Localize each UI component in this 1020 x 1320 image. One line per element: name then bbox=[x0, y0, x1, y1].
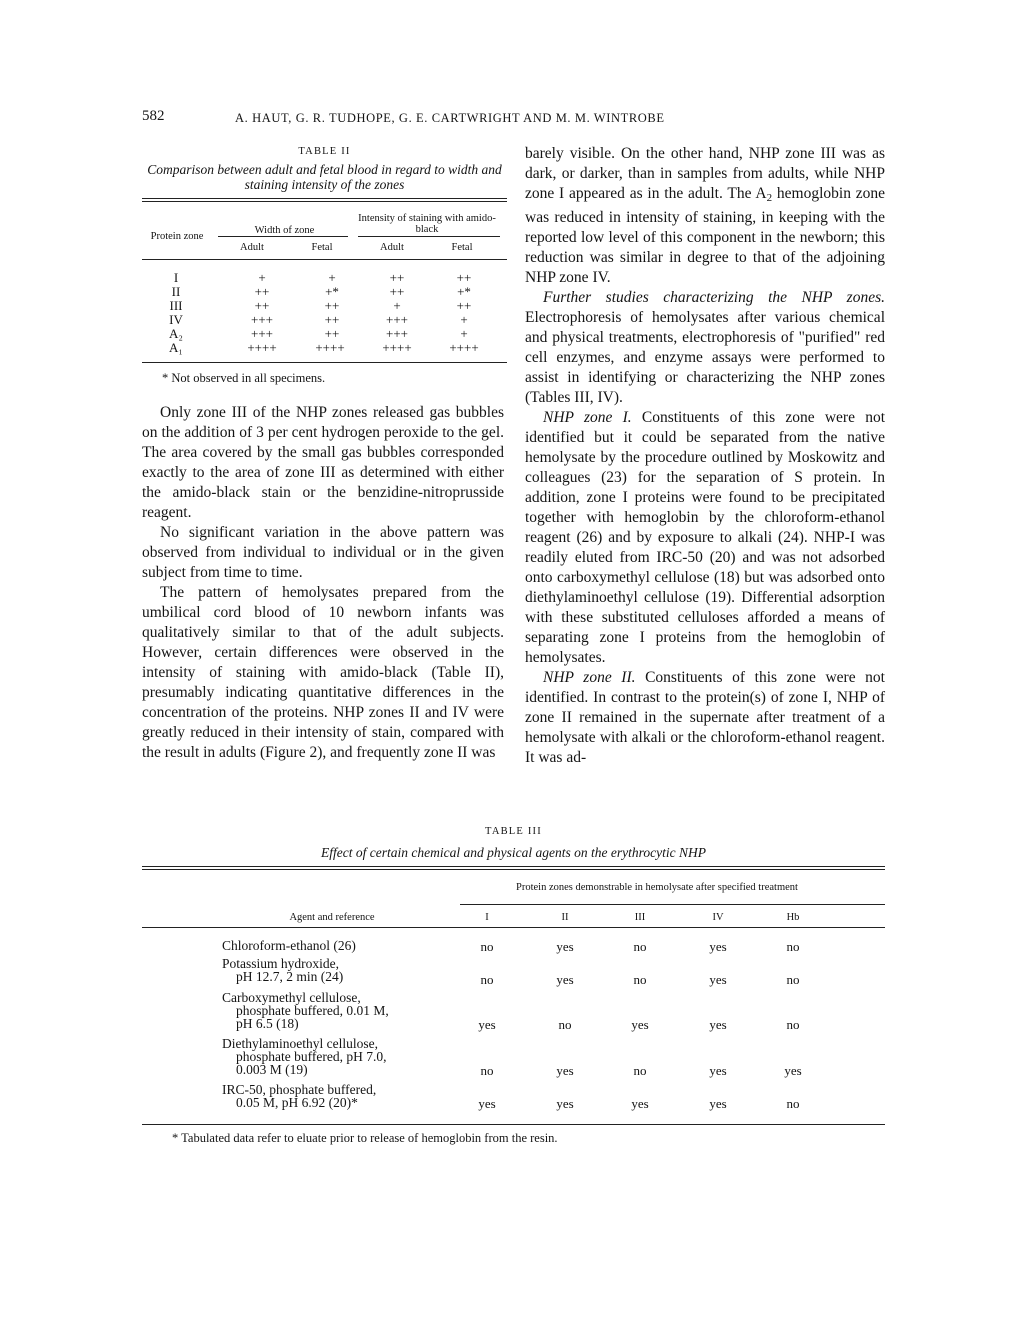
table2-cell: ++++ bbox=[315, 340, 345, 355]
table3-agent bbox=[222, 957, 457, 983]
table2-bottom-rule bbox=[142, 362, 507, 363]
table3-header-agent: Agent and reference bbox=[289, 912, 375, 923]
table2-cell: +++ bbox=[251, 326, 273, 341]
table2-cell: +++ bbox=[251, 312, 273, 327]
table2-header-intensity-fetal: Fetal bbox=[451, 242, 473, 253]
table3-header-zone: II bbox=[561, 912, 569, 923]
table3-cell: yes bbox=[631, 1096, 649, 1111]
table2-header-width-adult: Adult bbox=[240, 242, 264, 253]
table3-cell: no bbox=[480, 972, 494, 987]
table3-bottom-rule bbox=[142, 1124, 885, 1125]
subscript: 2 bbox=[766, 192, 773, 204]
table2-cell: ++ bbox=[389, 270, 405, 285]
table3-cell: no bbox=[786, 1017, 800, 1032]
table2-width-subrule bbox=[218, 236, 348, 237]
table2-cell: +* bbox=[325, 284, 339, 299]
table2-row-zone: IV bbox=[169, 312, 183, 327]
paragraph: Only zone III of the NHP zones released gas bubbles on the addition of 3 per cent hydrogen peroxide to the gel. The area covered by the small gas bubbles corresponded exactly to the area of zone III as determined with either the amido-black stain or the benzidine-nitroprusside reagent. bbox=[142, 404, 504, 521]
table2-cell: ++ bbox=[324, 312, 340, 327]
table3-footnote: * Tabulated data refer to eluate prior to release of hemoglobin from the resin. bbox=[172, 1131, 558, 1145]
table3-cell: yes bbox=[709, 939, 727, 954]
table2-cell: ++ bbox=[456, 270, 472, 285]
table3-agent bbox=[222, 939, 457, 952]
table2-cell: ++++ bbox=[247, 340, 277, 355]
agent-line: phosphate buffered, pH 7.0, bbox=[236, 1049, 387, 1064]
paragraph: No significant variation in the above pattern was observed from individual to individual or in the given subject from time to time. bbox=[142, 524, 504, 581]
table3-top-rule-2 bbox=[142, 869, 885, 870]
table2-cell: ++ bbox=[389, 284, 405, 299]
table2-header-intensity: Intensity of staining with amido-black bbox=[358, 213, 496, 235]
table3-header-zone: I bbox=[485, 912, 489, 923]
table2-cell: ++ bbox=[324, 298, 340, 313]
table3-agent bbox=[222, 1083, 457, 1109]
table3-header-zone: Hb bbox=[786, 912, 800, 923]
running-head: A. HAUT, G. R. TUDHOPE, G. E. CARTWRIGHT AND M. M. WINTROBE bbox=[235, 111, 665, 125]
table3 bbox=[142, 866, 885, 1132]
table3-cell: yes bbox=[556, 939, 574, 954]
table2-footnote: * Not observed in all specimens. bbox=[162, 371, 326, 385]
table2-cell: ++++ bbox=[449, 340, 479, 355]
table3-header-group: Protein zones demonstrable in hemolysate after specified treatment bbox=[516, 882, 798, 893]
agent-line: pH 12.7, 2 min (24) bbox=[236, 969, 344, 984]
table2-intensity-subrule bbox=[358, 236, 500, 237]
table3-cell: yes bbox=[709, 1096, 727, 1111]
agent-line: Chloroform-ethanol (26) bbox=[222, 938, 356, 953]
table3-cell: no bbox=[633, 939, 647, 954]
table3-agent bbox=[222, 1037, 457, 1076]
paragraph bbox=[525, 144, 885, 288]
left-column bbox=[142, 403, 504, 763]
table3-cell: no bbox=[786, 939, 800, 954]
table3-cell: yes bbox=[556, 1096, 574, 1111]
table3-header-zone: IV bbox=[712, 912, 724, 923]
table2-header-width-fetal: Fetal bbox=[311, 242, 333, 253]
table3-header-rule bbox=[142, 927, 885, 928]
table2-header-protein-zone: Protein zone bbox=[150, 231, 204, 242]
table2-label: TABLE II bbox=[298, 146, 351, 157]
section-heading: Further studies characterizing the NHP zones. bbox=[543, 289, 885, 306]
table3-cell: yes bbox=[556, 972, 574, 987]
table2-cell: + bbox=[393, 298, 401, 313]
table3-cell: yes bbox=[709, 1063, 727, 1078]
table2-cell: ++ bbox=[254, 298, 270, 313]
paragraph-text: Constituents of this zone were not identified but it could be separated from the native hemolysate by the procedure outlined by Moskowitz and colleagues (23) for the separation of S protein. In addition, zone I proteins were found to be precipitated together with hemoglobin by the chloroform-ethanol reagent (26) and by exposure to alkali (24). NHP-I was readily eluted from IRC-50 (20) and was not adsorbed onto carboxymethyl cellulose (18) but was adsorbed onto diethylaminoethyl cellulose (19). Differential adsorption with these substituted celluloses afforded a means of separating zone I proteins from the hemoglobin of hemolysates. bbox=[525, 409, 886, 666]
table3-label: TABLE III bbox=[485, 826, 542, 837]
paragraph bbox=[525, 288, 885, 408]
table2-header-width: Width of zone bbox=[254, 225, 315, 236]
table2-header-rule bbox=[142, 259, 507, 260]
table3-cell: no bbox=[633, 972, 647, 987]
table3-cell: no bbox=[480, 1063, 494, 1078]
table3-cell: no bbox=[786, 972, 800, 987]
table2-header-intensity-adult: Adult bbox=[380, 242, 404, 253]
table2-row-zone: A₂ bbox=[169, 326, 183, 341]
table2-cell: + bbox=[328, 270, 336, 285]
table2 bbox=[142, 198, 507, 368]
table3-top-rule bbox=[142, 866, 885, 867]
paragraph bbox=[525, 408, 885, 668]
table2-row-zone: II bbox=[171, 284, 181, 299]
agent-line: phosphate buffered, 0.01 M, bbox=[236, 1003, 389, 1018]
agent-line: Potassium hydroxide, bbox=[222, 956, 339, 971]
paragraph-text: barely visible. On the other hand, NHP zone III was as dark, or darker, than in samples from adults, while NHP zone I appeared as in the adult. The A bbox=[525, 145, 885, 202]
table2-top-rule bbox=[142, 198, 507, 199]
agent-line: pH 6.5 (18) bbox=[236, 1016, 299, 1031]
agent-line: 0.05 M, pH 6.92 (20)* bbox=[236, 1095, 358, 1110]
paragraph: The pattern of hemolysates prepared from the umbilical cord blood of 10 newborn infants was qualitatively similar to that of the adult subjects. However, certain differences were observed in the intensity of staining with amido-black (Table II), presumably indicating quantitative differences in the concentration of the proteins. NHP zones II and IV were greatly reduced in their intensity of stain, compared with the result in adults (Figure 2), and frequently zone II was bbox=[142, 584, 504, 761]
table2-row-zone: A₁ bbox=[169, 340, 183, 355]
table3-cell: yes bbox=[709, 1017, 727, 1032]
section-heading: NHP zone II. bbox=[543, 669, 636, 686]
paragraph-text: Electrophoresis of hemolysates after various chemical and physical treatments, electrophoresis of "purified" red cell enzymes, and enzyme assays were performed to assist in identifying or characterizing the NHP zones (Tables III, IV). bbox=[525, 309, 885, 406]
table3-cell: yes bbox=[631, 1017, 649, 1032]
table3-cell: yes bbox=[556, 1063, 574, 1078]
table3-cell: no bbox=[786, 1096, 800, 1111]
paragraph-text: Constituents of this zone were not identified. In contrast to the protein(s) of zone I, NHP of zone II remained in the supernate after treatment of a hemolysate with alkali or the chloroform-ethanol reagent. It was ad- bbox=[525, 669, 885, 766]
agent-line: IRC-50, phosphate buffered, bbox=[222, 1082, 377, 1097]
table3-cell: yes bbox=[784, 1063, 802, 1078]
table3-cell: yes bbox=[478, 1096, 496, 1111]
agent-line: Carboxymethyl cellulose, bbox=[222, 990, 361, 1005]
table2-cell: +* bbox=[457, 284, 471, 299]
table2-cell: ++ bbox=[254, 284, 270, 299]
table3-caption: Effect of certain chemical and physical agents on the erythrocytic NHP bbox=[321, 845, 706, 860]
table3-cell: no bbox=[633, 1063, 647, 1078]
page-number: 582 bbox=[142, 108, 165, 124]
table2-cell: ++ bbox=[324, 326, 340, 341]
table2-cell: +++ bbox=[386, 312, 408, 327]
table3-cell: yes bbox=[478, 1017, 496, 1032]
agent-line: Diethylaminoethyl cellulose, bbox=[222, 1036, 378, 1051]
table2-cell: + bbox=[258, 270, 266, 285]
table2-cell: ++ bbox=[456, 298, 472, 313]
paragraph-text: hemoglobin zone was reduced in intensity of staining, in keeping with the reported low level of this component in the newborn; this reduction was similar in degree to that of the adjoining NHP zone IV. bbox=[525, 185, 885, 286]
table2-top-rule-2 bbox=[142, 201, 507, 202]
section-heading: NHP zone I. bbox=[543, 409, 632, 426]
table3-cell: no bbox=[558, 1017, 572, 1032]
agent-line: 0.003 M (19) bbox=[236, 1062, 308, 1077]
paragraph bbox=[525, 668, 885, 768]
table2-cell: +++ bbox=[386, 326, 408, 341]
right-column bbox=[525, 144, 885, 768]
table3-group-subrule bbox=[460, 904, 885, 905]
table2-cell: ++++ bbox=[382, 340, 412, 355]
table2-caption: Comparison between adult and fetal blood in regard to width and staining intensity of the zones bbox=[147, 162, 502, 192]
table3-cell: no bbox=[480, 939, 494, 954]
table3-agent bbox=[222, 991, 457, 1030]
table2-row-zone: III bbox=[169, 298, 183, 313]
table3-header-zone: III bbox=[634, 912, 646, 923]
table2-cell: + bbox=[460, 326, 468, 341]
table2-cell: + bbox=[460, 312, 468, 327]
table3-cell: yes bbox=[709, 972, 727, 987]
table2-row-zone: I bbox=[173, 270, 179, 285]
